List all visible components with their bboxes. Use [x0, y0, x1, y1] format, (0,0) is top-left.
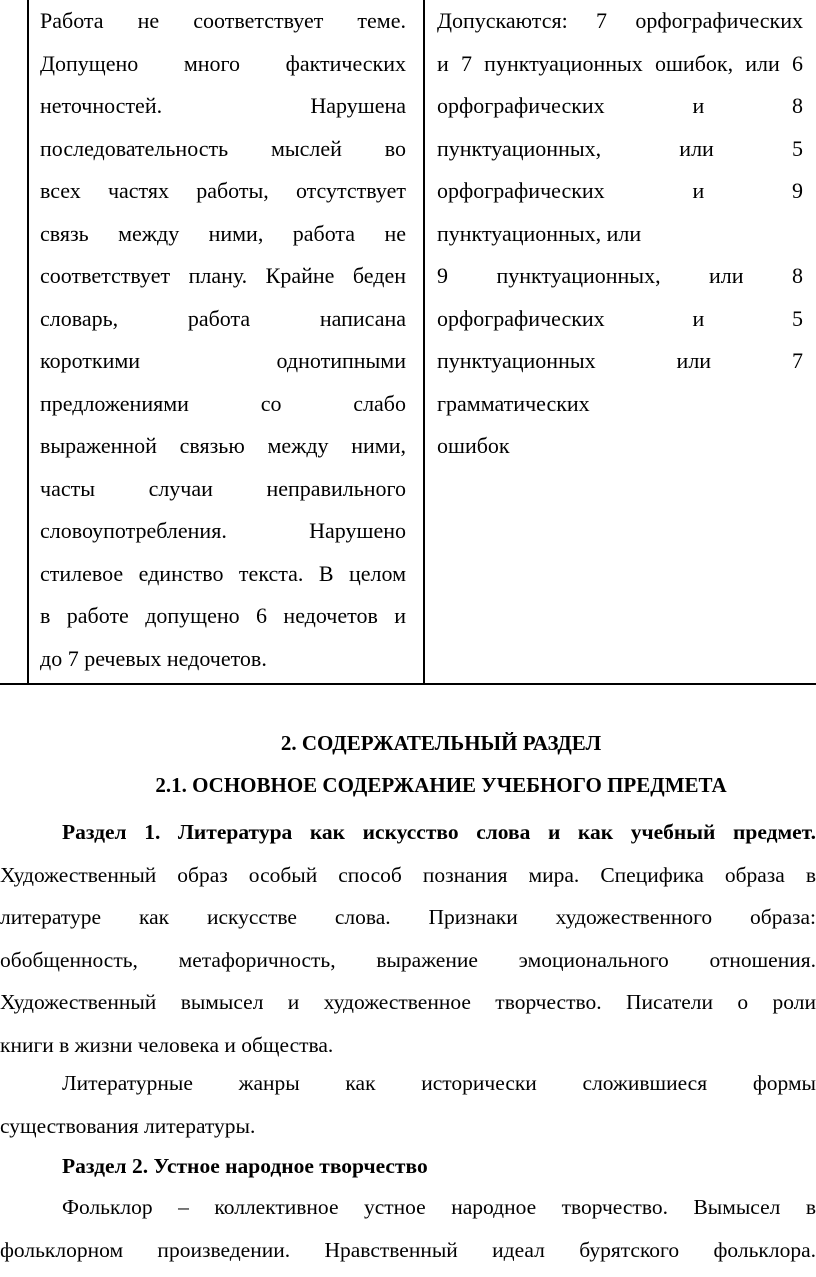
paragraph-folklore — [0, 1186, 816, 1271]
table-cell-description — [40, 0, 406, 680]
cell-line: Допускаются: 7 орфографических — [437, 8, 803, 33]
paragraph-line: Литературные жанры как исторически сложившиеся формы — [62, 1071, 816, 1095]
cell-line: словоупотребления. Нарушено — [40, 518, 406, 543]
paragraph-line: литературе как искусстве слова. Признаки художественного образа: — [0, 905, 816, 929]
table-border-middle — [423, 0, 425, 685]
cell-line: пунктуационных или 7 — [437, 348, 803, 373]
paragraph-genres — [0, 1062, 816, 1147]
table-border-bottom — [0, 683, 816, 685]
cell-line: грамматических — [437, 390, 590, 416]
cell-line: предложениями со слабо — [40, 390, 406, 416]
paragraph-section-1 — [0, 811, 816, 1066]
paragraph-line: Фольклор – коллективное устное народное творчество. Вымысел в — [62, 1195, 816, 1219]
cell-line: соответствует плану. Крайне беден — [40, 263, 406, 288]
paragraph-line: существования литературы. — [0, 1113, 256, 1138]
cell-line: ошибок — [437, 433, 510, 458]
cell-line: всех частях работы, отсутствует — [40, 178, 406, 203]
cell-line: неточностей. Нарушена — [40, 93, 406, 118]
cell-line: до 7 речевых недочетов. — [40, 645, 267, 671]
cell-line: 9 пунктуационных, или 8 — [437, 263, 803, 288]
cell-line: короткими однотипными — [40, 348, 406, 373]
paragraph-line: Художественный образ особый способ познания мира. Специфика образа в — [0, 862, 816, 887]
cell-line: и 7 пунктуационных ошибок, или 6 — [437, 50, 803, 76]
cell-line: орфографических и 9 — [437, 178, 803, 203]
cell-line: орфографических и 8 — [437, 93, 803, 118]
cell-line: последовательность мыслей во — [40, 135, 406, 161]
paragraph-section-2-heading — [0, 1145, 816, 1188]
cell-line: Допущено много фактических — [40, 50, 406, 76]
cell-line: связь между ними, работа не — [40, 220, 406, 246]
section-heading: 2. СОДЕРЖАТЕЛЬНЫЙ РАЗДЕЛ — [280, 731, 602, 755]
table-border-left — [27, 0, 29, 685]
paragraph-line: Художественный вымысел и художественное творчество. Писатели о роли — [0, 990, 816, 1014]
paragraph-line: книги в жизни человека и общества. — [0, 1032, 334, 1057]
cell-line: словарь, работа написана — [40, 305, 406, 331]
cell-line: часты случаи неправильного — [40, 475, 406, 501]
cell-line: в работе допущено 6 недочетов и — [40, 603, 406, 628]
cell-line: орфографических и 5 — [437, 305, 803, 331]
table-cell-errors — [437, 0, 803, 468]
cell-line: выраженной связью между ними, — [40, 433, 406, 458]
section-2-heading: Раздел 2. Устное народное творчество — [62, 1154, 428, 1178]
cell-line: стилевое единство текста. В целом — [40, 560, 406, 586]
section-subheading: 2.1. ОСНОВНОЕ СОДЕРЖАНИЕ УЧЕБНОГО ПРЕДМЕТА — [155, 773, 727, 797]
cell-line: пунктуационных, или — [437, 220, 642, 246]
paragraph-line: фольклорном произведении. Нравственный идеал бурятского фольклора. — [0, 1237, 816, 1262]
cell-line: Работа не соответствует теме. — [40, 8, 406, 33]
section-1-heading: Раздел 1. Литература как искусство слова и как учебный предмет. — [62, 820, 816, 844]
paragraph-line: обобщенность, метафоричность, выражение эмоционального отношения. — [0, 947, 816, 972]
cell-line: пунктуационных, или 5 — [437, 135, 803, 161]
